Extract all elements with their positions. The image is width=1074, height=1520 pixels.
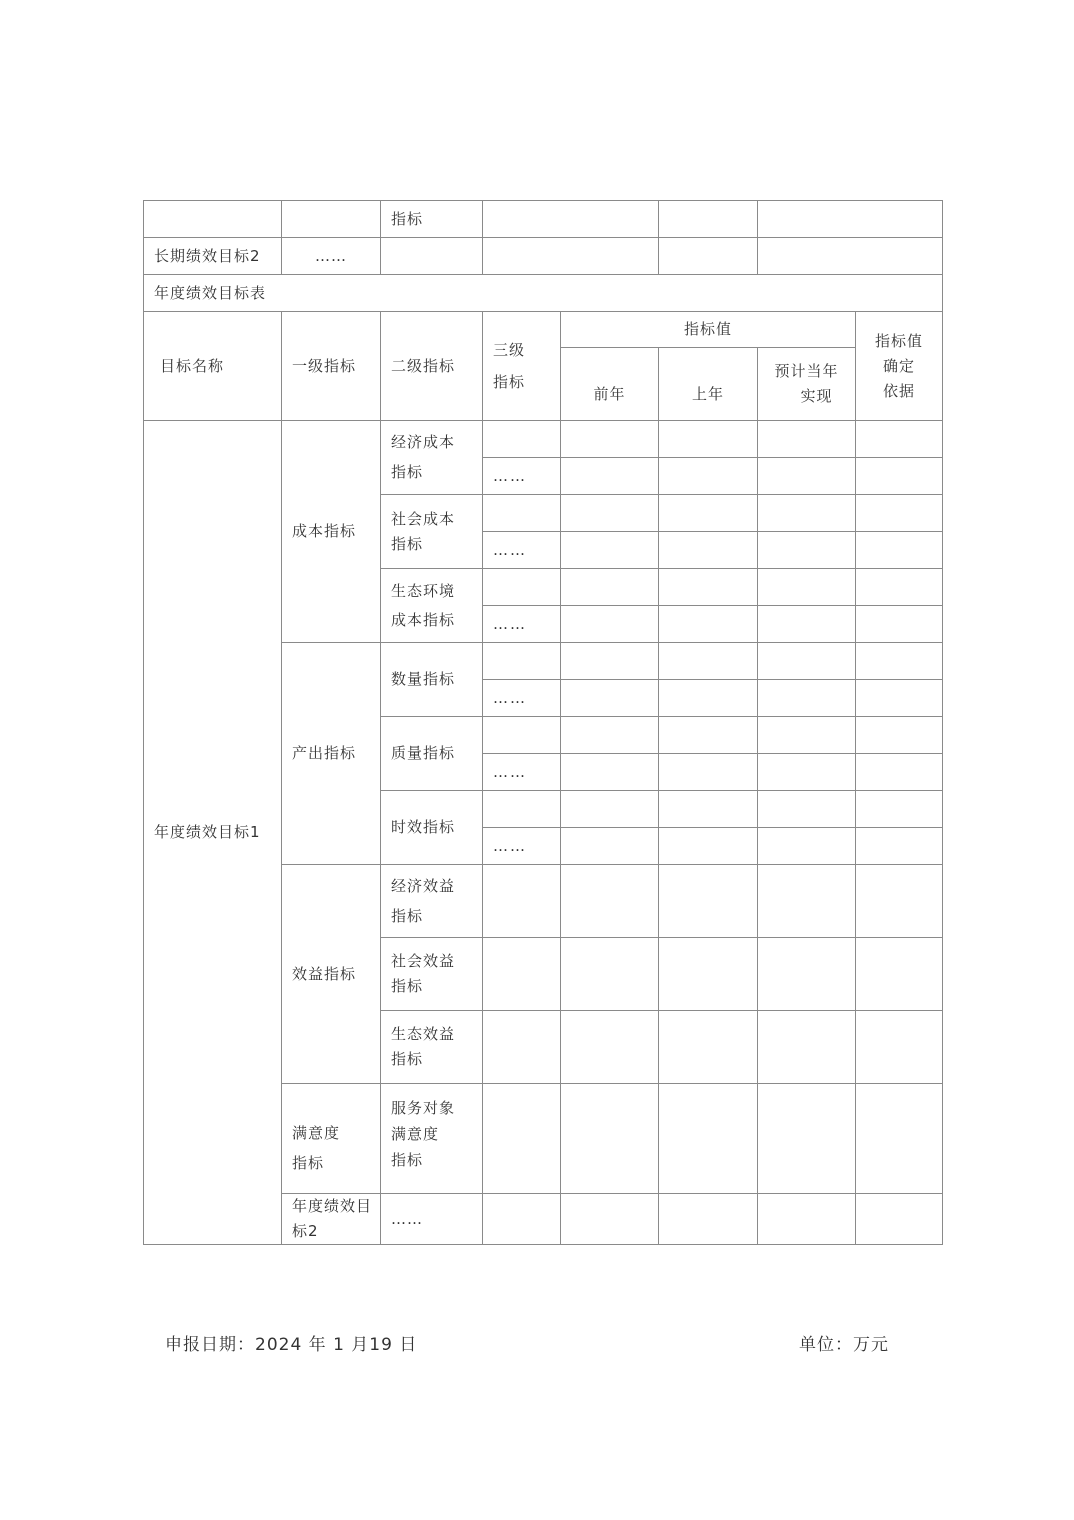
cost-indicator-label: 成本指标 xyxy=(282,421,381,643)
cell-empty xyxy=(659,1084,758,1194)
header-level3-line: 指标 xyxy=(493,372,526,391)
cell-empty xyxy=(561,495,659,532)
satisfaction-indicator-label xyxy=(282,1084,381,1194)
cell-empty xyxy=(856,717,943,754)
cell-empty xyxy=(856,569,943,606)
service-satisfaction-indicator xyxy=(381,1084,483,1194)
cell-empty xyxy=(659,532,758,569)
timeliness-indicator: 时效指标 xyxy=(381,791,483,865)
cell-empty xyxy=(856,495,943,532)
cell-empty xyxy=(561,754,659,791)
cell-empty xyxy=(758,717,856,754)
annual-goal-1-label: 年度绩效目标1 xyxy=(144,421,282,1245)
annual-goal-2-label: 年度绩效目标2 xyxy=(282,1194,381,1245)
header-expected xyxy=(758,348,856,421)
ecological-benefit-indicator xyxy=(381,1011,483,1084)
economic-cost-indicator xyxy=(381,421,483,495)
indicator-line: 指标 xyxy=(391,534,424,553)
cell-empty xyxy=(856,938,943,1011)
cell-empty xyxy=(659,754,758,791)
cell-empty xyxy=(561,1194,659,1245)
cell-empty xyxy=(483,201,659,238)
cell-empty xyxy=(758,569,856,606)
indicator-line: 满意度 xyxy=(292,1124,341,1142)
cell-empty xyxy=(758,1011,856,1084)
ellipsis-cell: …… xyxy=(483,458,561,495)
cell-empty xyxy=(758,532,856,569)
indicator-line: 服务对象 xyxy=(391,1099,456,1117)
cell-empty xyxy=(856,458,943,495)
header-expected-line: 预计当年 xyxy=(774,362,839,380)
cell-empty xyxy=(758,421,856,458)
quality-indicator: 质量指标 xyxy=(381,717,483,791)
economic-benefit-indicator xyxy=(381,865,483,938)
cell-empty xyxy=(758,791,856,828)
indicator-line: 生态效益 xyxy=(391,1025,456,1043)
indicator-line: 指标 xyxy=(292,1154,325,1172)
cell-empty xyxy=(561,569,659,606)
ellipsis-cell: …… xyxy=(483,606,561,643)
ellipsis-cell: …… xyxy=(282,238,381,275)
cell-empty xyxy=(483,1084,561,1194)
cell-empty xyxy=(856,1011,943,1084)
indicator-line: 指标 xyxy=(391,1151,424,1169)
cell-empty xyxy=(856,1194,943,1245)
long-term-goal-2-label: 长期绩效目标2 xyxy=(144,238,282,275)
indicator-line: 满意度 xyxy=(391,1125,440,1143)
indicator-line: 指标 xyxy=(391,463,424,481)
cell-empty xyxy=(561,865,659,938)
cell-empty xyxy=(856,754,943,791)
cell-empty xyxy=(381,238,483,275)
header-level3 xyxy=(483,312,561,421)
indicator-line: 社会成本 xyxy=(391,509,456,528)
cell-empty xyxy=(856,643,943,680)
cell-empty xyxy=(483,569,561,606)
indicator-line: 经济成本 xyxy=(391,433,456,451)
ellipsis-cell: …… xyxy=(381,1194,483,1245)
quantity-indicator: 数量指标 xyxy=(381,643,483,717)
cell-empty xyxy=(856,865,943,938)
cell-empty xyxy=(659,865,758,938)
cell-empty xyxy=(659,828,758,865)
header-basis-line: 指标值 xyxy=(874,331,923,350)
cell-empty xyxy=(483,865,561,938)
indicator-line: 成本指标 xyxy=(391,610,456,629)
cell-empty xyxy=(758,828,856,865)
cell-empty xyxy=(483,238,659,275)
header-last-year: 上年 xyxy=(659,348,758,421)
cell-empty xyxy=(758,680,856,717)
header-goal-name: 目标名称 xyxy=(144,312,282,421)
ellipsis-cell: …… xyxy=(483,532,561,569)
benefit-indicator-label: 效益指标 xyxy=(282,865,381,1084)
ecological-cost-indicator xyxy=(381,569,483,643)
cell-empty xyxy=(758,458,856,495)
cell-empty xyxy=(483,1194,561,1245)
cell-empty xyxy=(758,606,856,643)
cell-empty xyxy=(659,495,758,532)
cell-empty xyxy=(659,1011,758,1084)
cell-empty xyxy=(561,1011,659,1084)
cell-empty xyxy=(758,865,856,938)
indicator-line: 生态环境 xyxy=(391,581,456,600)
cell-empty xyxy=(282,201,381,238)
ellipsis-cell: …… xyxy=(483,828,561,865)
cell-empty xyxy=(144,201,282,238)
indicator-line: 指标 xyxy=(391,1050,424,1068)
cell-empty xyxy=(758,1194,856,1245)
header-value-group: 指标值 xyxy=(561,312,856,348)
cell-empty xyxy=(856,791,943,828)
social-cost-indicator xyxy=(381,495,483,569)
social-benefit-indicator xyxy=(381,938,483,1011)
cell-empty xyxy=(561,791,659,828)
cell-empty xyxy=(659,791,758,828)
cell-empty xyxy=(659,201,758,238)
cell-empty xyxy=(758,238,943,275)
cell-empty xyxy=(659,458,758,495)
section-title: 年度绩效目标表 xyxy=(144,275,943,312)
cell-empty xyxy=(561,717,659,754)
cell-empty xyxy=(561,421,659,458)
cell-empty xyxy=(483,938,561,1011)
cell-empty xyxy=(659,1194,758,1245)
indicator-line: 社会效益 xyxy=(391,952,456,970)
cell-empty xyxy=(758,643,856,680)
performance-goal-table xyxy=(143,200,943,1245)
cell-empty xyxy=(758,938,856,1011)
cell-empty xyxy=(561,680,659,717)
unit-label: 单位：万元 xyxy=(799,1335,889,1355)
header-expected-line: 实现 xyxy=(800,387,833,405)
header-basis-line: 依据 xyxy=(882,381,915,400)
cell-empty xyxy=(561,828,659,865)
cell-empty xyxy=(659,606,758,643)
output-indicator-label: 产出指标 xyxy=(282,643,381,865)
cell-empty xyxy=(856,680,943,717)
cell-empty xyxy=(561,643,659,680)
cell-empty xyxy=(659,680,758,717)
cell-empty xyxy=(483,643,561,680)
header-level3-line: 三级 xyxy=(493,340,526,359)
cell-empty xyxy=(483,421,561,458)
cell-empty xyxy=(561,1084,659,1194)
cell-empty xyxy=(659,569,758,606)
cell-empty xyxy=(856,532,943,569)
level2-tail-text: 指标 xyxy=(381,201,483,238)
cell-empty xyxy=(483,1011,561,1084)
header-basis-line: 确定 xyxy=(882,356,915,375)
cell-empty xyxy=(758,201,943,238)
cell-empty xyxy=(561,606,659,643)
indicator-line: 指标 xyxy=(391,906,424,925)
header-basis xyxy=(856,312,943,421)
cell-empty xyxy=(856,828,943,865)
cell-empty xyxy=(659,717,758,754)
cell-empty xyxy=(561,938,659,1011)
cell-empty xyxy=(483,717,561,754)
cell-empty xyxy=(483,791,561,828)
ellipsis-cell: …… xyxy=(483,680,561,717)
cell-empty xyxy=(659,238,758,275)
cell-empty xyxy=(856,421,943,458)
indicator-line: 指标 xyxy=(391,977,424,995)
report-date: 申报日期：2024 年 1 月19 日 xyxy=(165,1335,418,1355)
header-prev-year: 前年 xyxy=(561,348,659,421)
header-level1: 一级指标 xyxy=(282,312,381,421)
cell-empty xyxy=(561,532,659,569)
cell-empty xyxy=(483,495,561,532)
cell-empty xyxy=(856,606,943,643)
cell-empty xyxy=(758,754,856,791)
cell-empty xyxy=(659,938,758,1011)
cell-empty xyxy=(856,1084,943,1194)
cell-empty xyxy=(758,1084,856,1194)
cell-empty xyxy=(561,458,659,495)
header-level2: 二级指标 xyxy=(381,312,483,421)
cell-empty xyxy=(659,643,758,680)
cell-empty xyxy=(758,495,856,532)
indicator-line: 经济效益 xyxy=(391,876,456,895)
ellipsis-cell: …… xyxy=(483,754,561,791)
cell-empty xyxy=(659,421,758,458)
